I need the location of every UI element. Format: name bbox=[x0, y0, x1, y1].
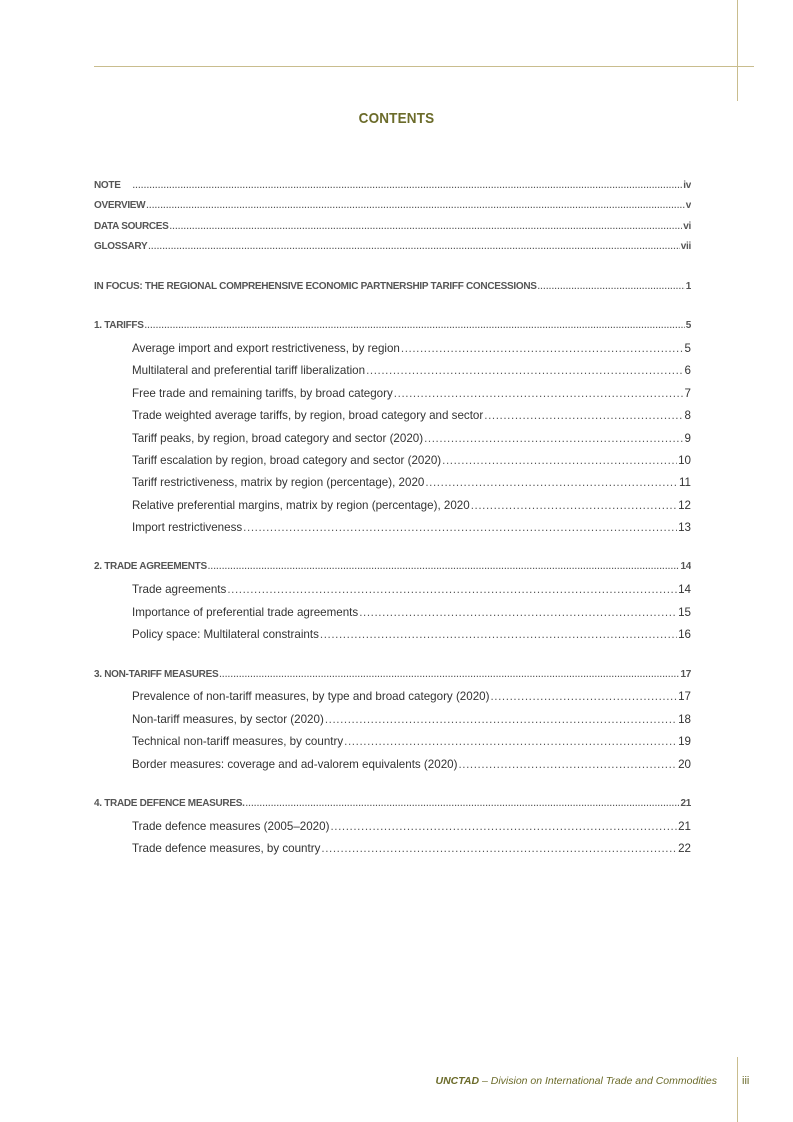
toc-subentry-label: Trade defence measures, by country bbox=[132, 842, 321, 855]
toc-entry-page: 5 bbox=[684, 342, 691, 355]
toc-entry-label: OVERVIEW bbox=[94, 200, 146, 211]
toc-subentry[interactable] bbox=[132, 583, 691, 596]
toc-entry-label: DATA SOURCES bbox=[94, 221, 169, 232]
leader-dots bbox=[243, 521, 677, 534]
toc-entry-page: 20 bbox=[678, 758, 691, 771]
toc-subentry-label: Tariff escalation by region, broad category and sector (2020) bbox=[132, 454, 442, 467]
toc-subentry[interactable] bbox=[132, 690, 691, 703]
leader-dots bbox=[401, 342, 684, 355]
toc-section-trade-defence-measures[interactable] bbox=[94, 798, 691, 809]
toc-subentry-label: Trade agreements bbox=[132, 583, 227, 596]
toc-section-label: 1. TARIFFS bbox=[94, 320, 144, 331]
toc-subentry[interactable] bbox=[132, 521, 691, 534]
leader-dots bbox=[208, 561, 680, 572]
footer-org: UNCTAD bbox=[435, 1075, 480, 1087]
toc-subentry-label: Free trade and remaining tariffs, by broad category bbox=[132, 387, 393, 400]
toc-entry-page: 10 bbox=[678, 454, 691, 467]
leader-dots bbox=[325, 713, 677, 726]
leader-dots bbox=[246, 798, 680, 809]
toc-entry-page: 16 bbox=[678, 628, 691, 641]
toc-section-trade-agreements[interactable] bbox=[94, 561, 691, 572]
toc-entry-label: IN FOCUS: THE REGIONAL COMPREHENSIVE ECONOMIC PARTNERSHIP TARIFF CONCESSIONS bbox=[94, 281, 537, 292]
toc-entry-page: 17 bbox=[680, 669, 691, 680]
toc-subentry-label: Prevalence of non-tariff measures, by type and broad category (2020) bbox=[132, 690, 490, 703]
leader-dots bbox=[170, 221, 683, 232]
toc-entry-page: 5 bbox=[685, 320, 691, 331]
toc-subentry-label: Relative preferential margins, matrix by region (percentage), 2020 bbox=[132, 499, 470, 512]
toc-subentry[interactable] bbox=[132, 409, 691, 422]
toc-entry-page: 8 bbox=[684, 409, 691, 422]
toc-subentry-label: Trade weighted average tariffs, by region, broad category and sector bbox=[132, 409, 484, 422]
leader-dots bbox=[145, 320, 685, 331]
toc-entry-data-sources[interactable] bbox=[94, 221, 691, 232]
toc-entry-glossary[interactable] bbox=[94, 241, 691, 252]
toc-subentry[interactable] bbox=[132, 387, 691, 400]
leader-dots bbox=[219, 669, 679, 680]
toc-section-label: 2. TRADE AGREEMENTS bbox=[94, 561, 207, 572]
toc-entry-page: v bbox=[685, 200, 691, 211]
margin-rule-top bbox=[737, 0, 738, 101]
toc-entry-note[interactable] bbox=[94, 180, 691, 191]
leader-dots bbox=[425, 476, 678, 489]
leader-dots bbox=[320, 628, 677, 641]
toc-entry-label: GLOSSARY bbox=[94, 241, 148, 252]
toc-entry-page: 15 bbox=[678, 606, 691, 619]
footer-division: Division on International Trade and Commodities bbox=[490, 1075, 717, 1087]
leader-dots bbox=[148, 241, 679, 252]
toc-subentry[interactable] bbox=[132, 820, 691, 833]
leader-dots bbox=[538, 281, 685, 292]
header-rule bbox=[94, 66, 754, 67]
toc-subentry-label: Technical non-tariff measures, by country bbox=[132, 735, 344, 748]
leader-dots bbox=[321, 842, 677, 855]
toc-entry-page: iv bbox=[683, 180, 691, 191]
toc-section-label: 3. NON-TARIFF MEASURES bbox=[94, 669, 219, 680]
toc-subentry-label: Import restrictiveness bbox=[132, 521, 243, 534]
toc-subentry[interactable] bbox=[132, 432, 691, 445]
toc-subentry[interactable] bbox=[132, 628, 691, 641]
page-title: CONTENTS bbox=[358, 110, 435, 127]
toc-entry-page: vii bbox=[680, 241, 691, 252]
toc-entry-page: 14 bbox=[678, 583, 691, 596]
toc-entry-in-focus[interactable] bbox=[94, 281, 691, 292]
page-number: iii bbox=[742, 1075, 750, 1087]
toc-subentry-label: Multilateral and preferential tariff liberalization bbox=[132, 364, 366, 377]
toc-section-non-tariff-measures[interactable] bbox=[94, 669, 691, 680]
toc-subentry[interactable] bbox=[132, 364, 691, 377]
toc-entry-page: 7 bbox=[684, 387, 691, 400]
toc-entry-overview[interactable] bbox=[94, 200, 691, 211]
toc-subentry-label: Border measures: coverage and ad-valorem equivalents (2020) bbox=[132, 758, 458, 771]
leader-dots bbox=[484, 409, 683, 422]
toc-entry-page: 11 bbox=[678, 476, 691, 489]
toc-entry-page: 14 bbox=[680, 561, 691, 572]
toc-entry-page: 21 bbox=[678, 820, 691, 833]
toc-entry-page: vi bbox=[683, 221, 691, 232]
toc-subentry-label: Trade defence measures (2005–2020) bbox=[132, 820, 330, 833]
toc-subentry[interactable] bbox=[132, 735, 691, 748]
leader-dots bbox=[394, 387, 684, 400]
toc-subentry[interactable] bbox=[132, 606, 691, 619]
toc-subentry-label: Tariff restrictiveness, matrix by region (percentage), 2020 bbox=[132, 476, 425, 489]
leader-dots bbox=[458, 758, 677, 771]
leader-dots bbox=[471, 499, 677, 512]
toc-entry-page: 22 bbox=[678, 842, 691, 855]
toc-entry-page: 17 bbox=[678, 690, 691, 703]
toc-section-tariffs[interactable] bbox=[94, 320, 691, 331]
toc-subentry-label: Importance of preferential trade agreements bbox=[132, 606, 359, 619]
margin-rule-bottom bbox=[737, 1057, 738, 1122]
leader-dots bbox=[490, 690, 677, 703]
toc-subentry-label: Policy space: Multilateral constraints bbox=[132, 628, 319, 641]
leader-dots bbox=[424, 432, 683, 445]
leader-dots bbox=[344, 735, 677, 748]
toc-section-label: 4. TRADE DEFENCE MEASURES. bbox=[94, 798, 245, 809]
leader-dots bbox=[330, 820, 677, 833]
toc-subentry-label: Non-tariff measures, by sector (2020) bbox=[132, 713, 324, 726]
toc-subentry-label: Tariff peaks, by region, broad category and sector (2020) bbox=[132, 432, 424, 445]
toc-subentry[interactable] bbox=[132, 499, 691, 512]
toc-subentry[interactable] bbox=[132, 476, 691, 489]
toc-entry-page: 21 bbox=[680, 798, 691, 809]
leader-dots bbox=[442, 454, 677, 467]
toc-entry-page: 1 bbox=[685, 281, 691, 292]
leader-dots bbox=[227, 583, 677, 596]
toc-subentry[interactable] bbox=[132, 454, 691, 467]
toc-entry-page: 13 bbox=[678, 521, 691, 534]
toc-entry-page: 19 bbox=[678, 735, 691, 748]
toc-entry-page: 18 bbox=[678, 713, 691, 726]
footer-dash: – bbox=[479, 1075, 491, 1087]
toc-entry-label: NOTE bbox=[94, 180, 121, 191]
footer-caption bbox=[435, 1075, 717, 1087]
toc-subentry[interactable] bbox=[132, 713, 691, 726]
toc-entry-page: 12 bbox=[678, 499, 691, 512]
toc-entry-page: 6 bbox=[684, 364, 691, 377]
leader-dots bbox=[133, 180, 683, 191]
toc-entry-page: 9 bbox=[684, 432, 691, 445]
toc-subentry[interactable] bbox=[132, 842, 691, 855]
leader-dots bbox=[146, 200, 684, 211]
toc-subentry[interactable] bbox=[132, 342, 691, 355]
leader-dots bbox=[366, 364, 683, 377]
toc-subentry-label: Average import and export restrictiveness, by region bbox=[132, 342, 400, 355]
toc-subentry[interactable] bbox=[132, 758, 691, 771]
leader-dots bbox=[359, 606, 677, 619]
